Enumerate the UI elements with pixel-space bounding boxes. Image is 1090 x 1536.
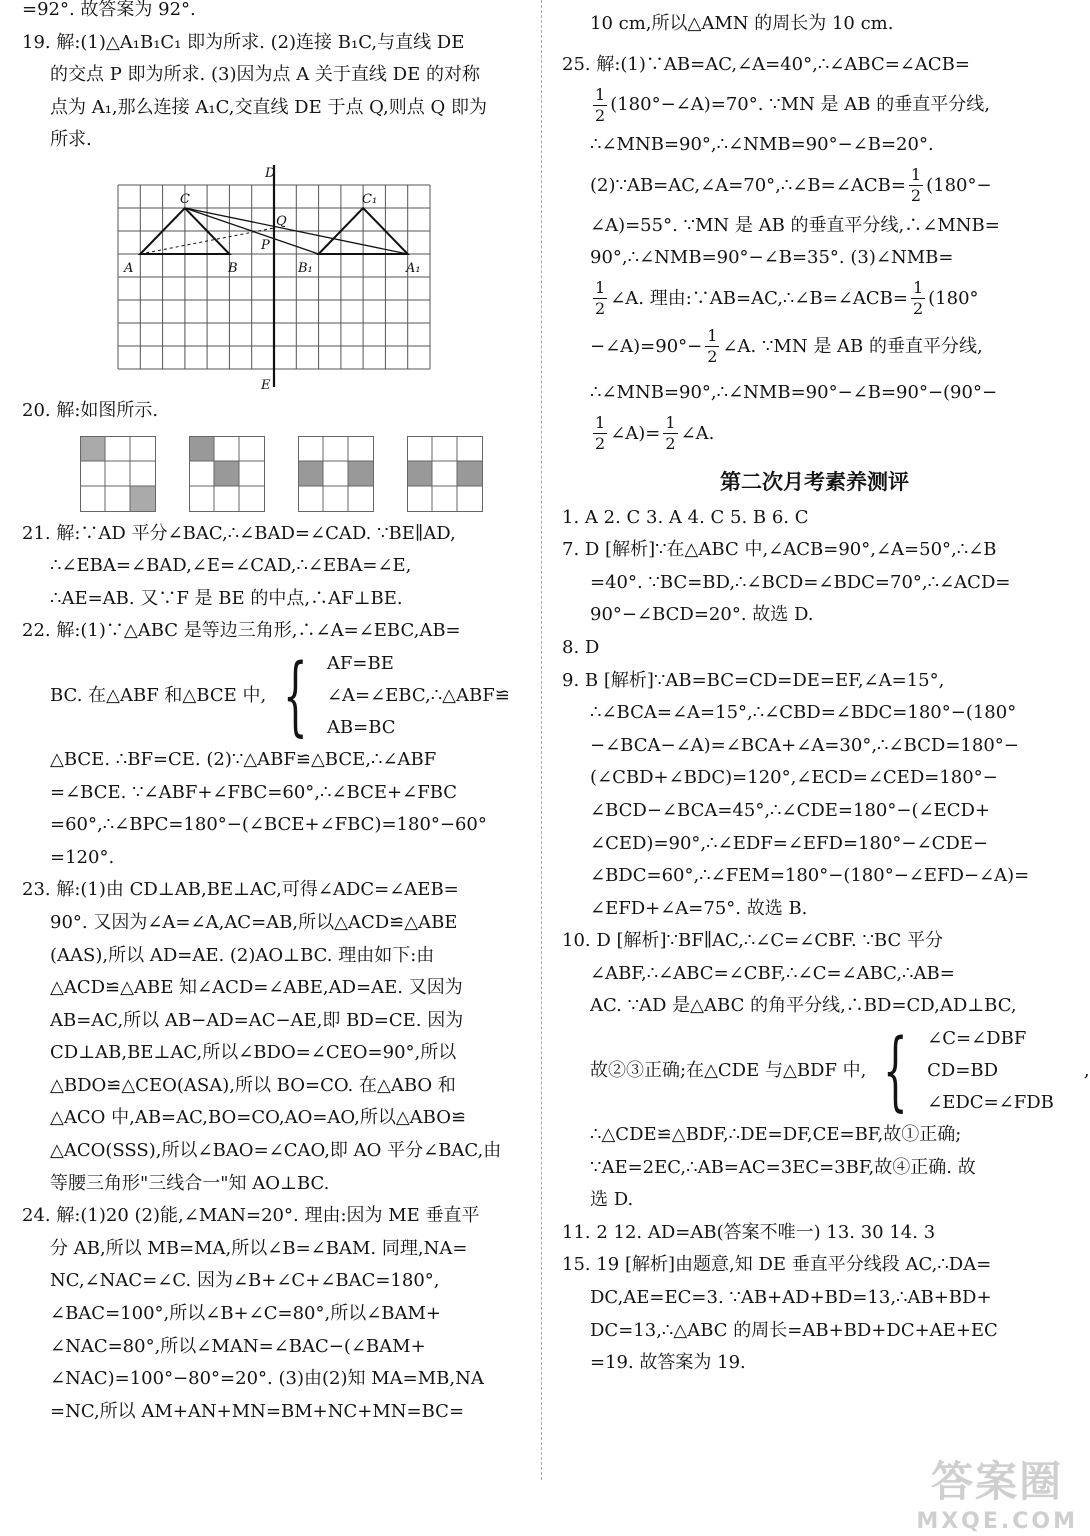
label-D: D — [265, 165, 276, 181]
q20-grid-figures — [80, 436, 532, 512]
q20-answer: 20. 解:如图所示. — [22, 399, 159, 421]
right-column — [562, 0, 1090, 1380]
left-column — [22, 0, 532, 1428]
label-C1: C₁ — [362, 191, 378, 207]
q21-answer: 21. 解:∵AD 平分∠BAC,∴∠BAD=∠CAD. ∵BE∥AD, ∴∠EBA=∠BAD,∠E=∠CAD,∴∠EBA=∠E, ∴AE=AB. 又∵F 是 BE 的中点,∴AF⊥BE. — [22, 522, 456, 609]
q22-equation-system: BC. 在△ABF 和△BCE 中, { AF=BE ∠A=∠EBC,∴△ABF≌ AB=BC — [50, 645, 510, 746]
q20-grid-4 — [407, 436, 483, 512]
column-separator — [541, 0, 542, 1480]
label-B: B — [228, 260, 238, 276]
q10-answer: 10. D [解析]∵BF∥AC,∴∠C=∠CBF. ∵BC 平分 ∠ABF,∴∠ABC=∠CBF,∴∠C=∠ABC,∴AB= AC. ∵AD 是△ABC 的角平分线,∴BD=CD,AD⊥BC, 故②③正确;在△CDE 与△BDF 中, { ∠C=∠DBF CD=BD ∠EDC=∠FDB , ∴△CDE≌△BDF,∴DE=DF,CE=BF,故①正确; ∵AE=2EC,∴AB=AC=3EC=3BF,故④正确. 故 选 D. — [562, 930, 1090, 1211]
q24-answer: 24. 解:(1)20 (2)能,∠MAN=20°. 理由:因为 ME 垂直平 分 AB,所以 MB=MA,所以∠B=∠BAM. 同理,NA= NC,∠NAC=∠C. 因为∠B+∠C+∠BAC=180°, ∠BAC=100°,所以∠B+∠C=80°,所以∠BAM+ ∠NAC=80°,所以∠MAN=∠BAC−(∠BAM+ ∠NAC)=100°−80°=20°. (3)由(2)知 MA=MB,NA =NC,所以 AM+AN+MN=BM+NC+MN=BC= — [22, 1205, 484, 1422]
q20-grid-1 — [80, 436, 156, 512]
answers-1-6: 1. A 2. C 3. A 4. C 5. B 6. C — [562, 506, 809, 528]
fraction-half: $\frac{1}{2}$ — [595, 84, 606, 125]
fraction-half: $\frac{1}{2}$ — [910, 165, 922, 206]
label-E: E — [261, 377, 271, 393]
q18-tail: =92°. 故答案为 92°. — [22, 0, 196, 20]
q23-answer: 23. 解:(1)由 CD⊥AB,BE⊥AC,可得∠ADC=∠AEB= 90°. 又因为∠A=∠A,AC=AB,所以△ACD≌△ABE (AAS),所以 AD=AE. (2)AO⊥BC. 理由如下:由 △ACD≌△ABE 知∠ACD=∠ABE,AD=AE. 又因为 AB=AC,所以 AB−AD=AC−AE,即 BD=CE. 因为 CD⊥AB,BE⊥AC,所以∠BDO=∠CEO=90°,所以 △BDO≌△CEO(ASA),所以 BO=CO. 在△ABO 和 △ACO 中,AB=AC,BO=CO,AO=AO,所以△ABO≌ △ACO(SSS),所以∠BAO=∠CAO,即 AO 平分∠BAC,由 等腰三角形"三线合一"知 AO⊥BC. — [22, 879, 502, 1194]
q19-answer: 19. 解:(1)△A₁B₁C₁ 即为所求. (2)连接 B₁C,与直线 DE 的交点 P 即为所求. (3)因为点 A 关于直线 DE 的对称 点为 A₁,那么连接 A₁C,交直线 DE 于点 Q,则点 Q 即为 所求. — [22, 31, 487, 151]
q24-tail: 10 cm,所以△AMN 的周长为 10 cm. — [590, 13, 894, 34]
label-P: P — [261, 237, 270, 253]
brace-icon: { — [283, 645, 308, 746]
q20-grid-3 — [298, 436, 374, 512]
fraction-half: $\frac{1}{2}$ — [707, 326, 718, 367]
label-B1: B₁ — [298, 260, 313, 276]
q9-answer: 9. B [解析]∵AB=BC=CD=DE=EF,∠A=15°, ∴∠BCA=∠A=15°,∴∠CBD=∠BDC=180°−(180° −∠BCA−∠A)=∠BCA+∠A=30°,∴∠BCD=180°− (∠CBD+∠BDC)=120°,∠ECD=∠CED=180°− ∠BCD−∠BCA=45°,∴∠CDE=180°−(∠ECD+ ∠CED)=90°,∴∠EDF=∠EFD=180°−∠CDE− ∠BDC=60°,∴∠FEM=180°−(180°−∠EFD−∠A)= ∠EFD+∠A=75°. 故选 B. — [562, 669, 1030, 919]
fraction-half: $\frac{1}{2}$ — [595, 278, 606, 319]
label-Q: Q — [276, 213, 287, 229]
label-C: C — [180, 191, 190, 207]
section-title: 第二次月考素养测评 — [720, 469, 909, 494]
fraction-half: $\frac{1}{2}$ — [912, 278, 924, 319]
q8-answer: 8. D — [562, 636, 600, 658]
watermark-logo: 答案圈 MXQE.COM — [916, 1457, 1078, 1534]
q7-answer: 7. D [解析]∵在△ABC 中,∠ACB=90°,∠A=50°,∴∠B =40°. ∵BC=BD,∴∠BCD=∠BDC=70°,∴∠ACD= 90°−∠BCD=20°. 故选 D. — [562, 539, 1011, 626]
q22-answer: 22. 解:(1)∵△ABC 是等边三角形,∴∠A=∠EBC,AB= BC. 在△ABF 和△BCE 中, { AF=BE ∠A=∠EBC,∴△ABF≌ AB=BC △BCE. ∴BF=CE. (2)∵△ABF≌△BCE,∴∠ABF =∠BCE. ∵∠ABF+∠FBC=60°,∴∠BCE+∠FBC =60°,∴∠BPC=180°−(∠BCE+∠FBC)=180°−60° =120°. — [22, 615, 532, 874]
fraction-half: $\frac{1}{2}$ — [595, 413, 606, 454]
q15-answer: 15. 19 [解析]由题意,知 DE 垂直平分线段 AC,∴DA= DC,AE=EC=3. ∵AB+AD+BD=13,∴AB+BD+ DC=13,∴△ABC 的周长=AB+BD+DC+AE+EC =19. 故答案为 19. — [562, 1254, 998, 1374]
q19-grid-figure — [118, 165, 458, 395]
answers-11-14: 11. 2 12. AD=AB(答案不唯一) 13. 30 14. 3 — [562, 1221, 936, 1243]
label-A1: A₁ — [406, 260, 421, 276]
q20-grid-2 — [189, 436, 265, 512]
q10-equation-system: 故②③正确;在△CDE 与△BDF 中, { ∠C=∠DBF CD=BD ∠EDC=∠FDB , — [590, 1021, 1090, 1122]
label-A: A — [124, 260, 134, 276]
fraction-half: $\frac{1}{2}$ — [665, 413, 676, 454]
q25-answer: 25. 解:(1)∵AB=AC,∠A=40°,∴∠ABC=∠ACB= $\frac{1}{2}$ (180°−∠A)=70°. ∵MN 是 AB 的垂直平分线, ∴∠MNB=90°,∴∠NMB=90°−∠B=20°. (2)∵AB=AC,∠A=70°,∴∠B=∠ACB= $\frac{1}{2}$ (180°− ∠A)=55°. ∵MN 是 AB 的垂直平分线,∴∠MNB= 90°,∴∠NMB=90°−∠B=35°. (3)∠NMB= $\frac{1}{2}$ ∠A. 理由:∵AB=AC,∴∠B=∠ACB= $\frac{1}{2}$ (180° −∠A)=90°− $\frac{1}{2}$ ∠A. ∵MN 是 AB 的垂直平分线, ∴∠MNB=90°,∴∠NMB=90°−∠B=90°−(90°− $\frac{1}{2}$ ∠A)= $\frac{1}{2}$ ∠A. — [562, 53, 1000, 454]
brace-icon: { — [883, 1021, 909, 1122]
